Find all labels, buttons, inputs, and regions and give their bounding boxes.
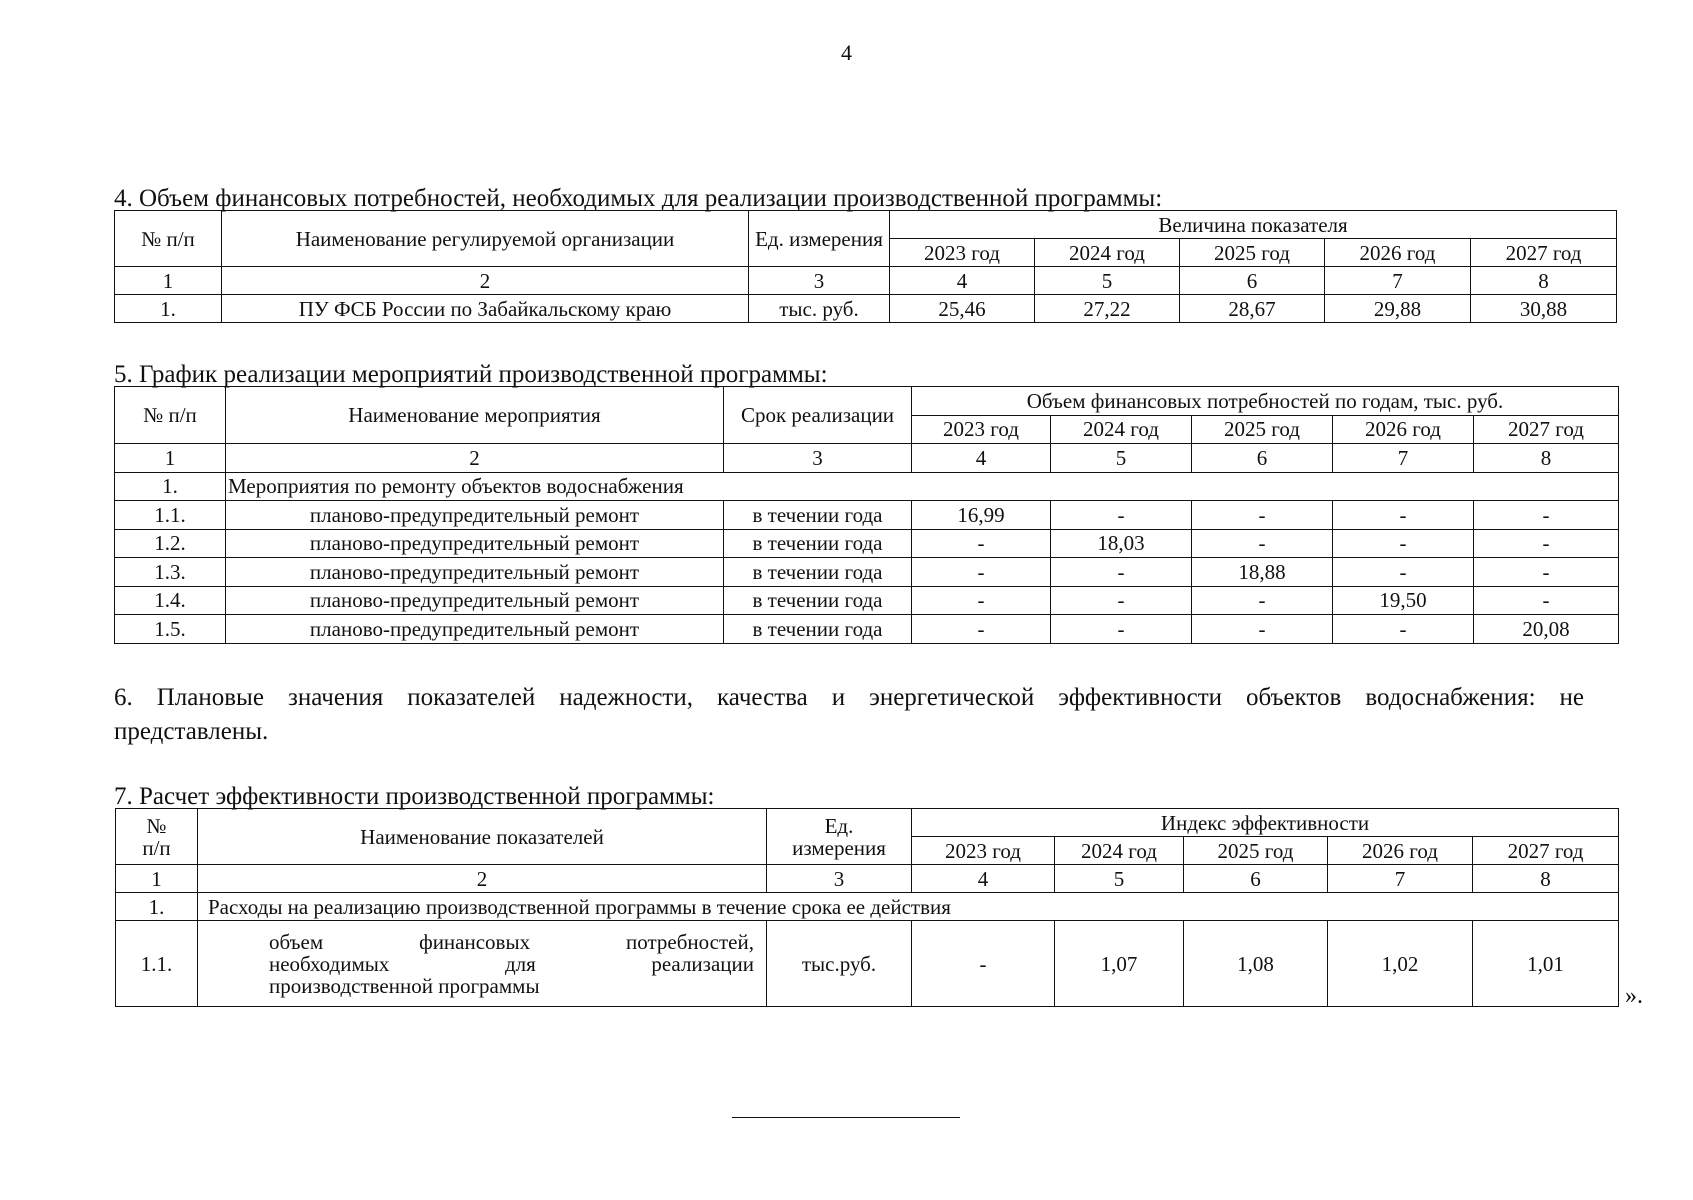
row-value: - <box>1333 615 1474 644</box>
table-row <box>115 586 1619 615</box>
row-value: 1,02 <box>1328 921 1473 1007</box>
table-row <box>116 921 1619 1007</box>
row-term: в течении года <box>724 615 912 644</box>
row-value: 16,99 <box>912 501 1051 530</box>
col-number: 7 <box>1328 865 1473 893</box>
row-value: - <box>1192 529 1333 558</box>
col-number: 3 <box>767 865 912 893</box>
row-value: 18,03 <box>1051 529 1192 558</box>
financial-needs-table <box>114 210 1617 323</box>
group-name: Мероприятия по ремонту объектов водоснабжения <box>226 472 1619 501</box>
row-num: 1.2. <box>115 529 226 558</box>
row-value: - <box>1051 615 1192 644</box>
row-num: 1. <box>115 295 222 323</box>
header-year: 2025 год <box>1192 415 1333 444</box>
row-term: в течении года <box>724 558 912 587</box>
header-year: 2026 год <box>1328 837 1473 865</box>
row-unit: тыс.руб. <box>767 921 912 1007</box>
row-num: 1.1. <box>115 501 226 530</box>
row-value: - <box>1051 558 1192 587</box>
header-org-name: Наименование регулируемой организации <box>222 211 749 267</box>
row-activity: планово-предупредительный ремонт <box>226 586 724 615</box>
row-value: - <box>1192 615 1333 644</box>
row-value: - <box>1474 501 1619 530</box>
row-num: 1.5. <box>115 615 226 644</box>
group-row <box>115 472 1619 501</box>
section-7-heading: 7. Расчет эффективности производственной программы: <box>114 783 715 810</box>
row-value: 27,22 <box>1035 295 1180 323</box>
row-value: - <box>1333 529 1474 558</box>
col-number: 5 <box>1055 865 1184 893</box>
row-value: - <box>1192 586 1333 615</box>
column-number-row <box>115 444 1619 473</box>
header-year: 2024 год <box>1051 415 1192 444</box>
row-value: - <box>912 558 1051 587</box>
row-value: 29,88 <box>1325 295 1471 323</box>
col-number: 4 <box>890 267 1035 295</box>
header-year: 2025 год <box>1180 239 1325 267</box>
row-org-name: ПУ ФСБ России по Забайкальскому краю <box>222 295 749 323</box>
col-number: 1 <box>115 267 222 295</box>
col-number: 3 <box>749 267 890 295</box>
section-6-line-2: представлены. <box>114 718 269 745</box>
header-activity-name: Наименование мероприятия <box>226 387 724 444</box>
header-year: 2027 год <box>1471 239 1617 267</box>
schedule-table <box>114 386 1619 644</box>
row-activity: планово-предупредительный ремонт <box>226 558 724 587</box>
header-unit-line-2: измерения <box>792 835 886 860</box>
col-number: 2 <box>198 865 767 893</box>
group-name: Расходы на реализацию производственной программы в течение срока ее действия <box>198 893 1619 921</box>
header-year: 2024 год <box>1035 239 1180 267</box>
row-unit: тыс. руб. <box>749 295 890 323</box>
col-number: 7 <box>1325 267 1471 295</box>
group-row <box>116 893 1619 921</box>
page-number: 4 <box>841 40 852 65</box>
row-value: - <box>1333 558 1474 587</box>
col-number: 5 <box>1035 267 1180 295</box>
row-activity: планово-предупредительный ремонт <box>226 529 724 558</box>
table-row <box>115 529 1619 558</box>
row-value: - <box>1051 586 1192 615</box>
col-number: 4 <box>912 865 1055 893</box>
row-term: в течении года <box>724 501 912 530</box>
row-value: - <box>912 586 1051 615</box>
header-indicator-name: Наименование показателей <box>198 809 767 865</box>
group-num: 1. <box>116 893 198 921</box>
row-value: - <box>912 921 1055 1007</box>
header-year: 2023 год <box>890 239 1035 267</box>
row-value: - <box>1474 586 1619 615</box>
header-value-group: Величина показателя <box>890 211 1617 239</box>
row-term: в течении года <box>724 586 912 615</box>
col-number: 2 <box>226 444 724 473</box>
col-number: 7 <box>1333 444 1474 473</box>
row-value: 19,50 <box>1333 586 1474 615</box>
header-year: 2024 год <box>1055 837 1184 865</box>
section-6-paragraph <box>114 681 1584 749</box>
column-number-row <box>115 267 1617 295</box>
row-value: 1,01 <box>1473 921 1619 1007</box>
header-year: 2026 год <box>1333 415 1474 444</box>
row-value: - <box>912 615 1051 644</box>
row-indicator <box>198 921 767 1007</box>
table-row <box>115 295 1617 323</box>
row-value: - <box>912 529 1051 558</box>
row-value: - <box>1192 501 1333 530</box>
row-num: 1.1. <box>116 921 198 1007</box>
row-num: 1.4. <box>115 586 226 615</box>
header-unit: Ед. измерения <box>749 211 890 267</box>
header-year: 2023 год <box>912 415 1051 444</box>
col-number: 8 <box>1471 267 1617 295</box>
section-5-heading: 5. График реализации мероприятий производственной программы: <box>114 361 828 388</box>
table-row <box>115 615 1619 644</box>
row-value: 1,08 <box>1184 921 1328 1007</box>
row-value: 30,88 <box>1471 295 1617 323</box>
column-number-row <box>116 865 1619 893</box>
row-value: 25,46 <box>890 295 1035 323</box>
col-number: 1 <box>115 444 226 473</box>
row-indicator-line-1: объем финансовых потребностей, <box>269 929 754 954</box>
row-value: - <box>1333 501 1474 530</box>
col-number: 6 <box>1192 444 1333 473</box>
header-unit-line-1: Ед. <box>824 813 854 838</box>
section-4-heading: 4. Объем финансовых потребностей, необходимых для реализации производственной программы: <box>114 185 1163 212</box>
row-value: 20,08 <box>1474 615 1619 644</box>
row-value: - <box>1474 558 1619 587</box>
group-num: 1. <box>115 472 226 501</box>
col-number: 1 <box>116 865 198 893</box>
closing-quote-mark: ». <box>1625 983 1643 1009</box>
col-number: 6 <box>1180 267 1325 295</box>
row-activity: планово-предупредительный ремонт <box>226 501 724 530</box>
header-num-line-2: п/п <box>142 835 171 860</box>
header-unit <box>767 809 912 865</box>
header-value-group: Индекс эффективности <box>912 809 1619 837</box>
section-6-line-1: 6. Плановые значения показателей надежности, качества и энергетической эффективности объектов водоснабжения: не <box>114 684 1584 711</box>
col-number: 5 <box>1051 444 1192 473</box>
header-year: 2023 год <box>912 837 1055 865</box>
row-value: - <box>1051 501 1192 530</box>
table-row <box>115 558 1619 587</box>
header-year: 2025 год <box>1184 837 1328 865</box>
row-value: 28,67 <box>1180 295 1325 323</box>
footer-divider <box>732 1117 960 1118</box>
row-num: 1.3. <box>115 558 226 587</box>
header-term: Срок реализации <box>724 387 912 444</box>
col-number: 2 <box>222 267 749 295</box>
col-number: 3 <box>724 444 912 473</box>
row-value: 1,07 <box>1055 921 1184 1007</box>
header-num: № п/п <box>115 387 226 444</box>
header-year: 2027 год <box>1473 837 1619 865</box>
col-number: 4 <box>912 444 1051 473</box>
col-number: 8 <box>1473 865 1619 893</box>
row-value: 18,88 <box>1192 558 1333 587</box>
header-value-group: Объем финансовых потребностей по годам, тыс. руб. <box>912 387 1619 416</box>
col-number: 8 <box>1474 444 1619 473</box>
header-num <box>116 809 198 865</box>
row-activity: планово-предупредительный ремонт <box>226 615 724 644</box>
efficiency-table <box>115 808 1619 1007</box>
col-number: 6 <box>1184 865 1328 893</box>
header-num-line-1: № <box>146 813 167 838</box>
row-value: - <box>1474 529 1619 558</box>
row-indicator-line-3: производственной программы <box>269 973 540 998</box>
table-row <box>115 501 1619 530</box>
header-year: 2027 год <box>1474 415 1619 444</box>
row-term: в течении года <box>724 529 912 558</box>
header-num: № п/п <box>115 211 222 267</box>
header-year: 2026 год <box>1325 239 1471 267</box>
row-indicator-line-2: необходимых для реализации <box>269 951 754 976</box>
